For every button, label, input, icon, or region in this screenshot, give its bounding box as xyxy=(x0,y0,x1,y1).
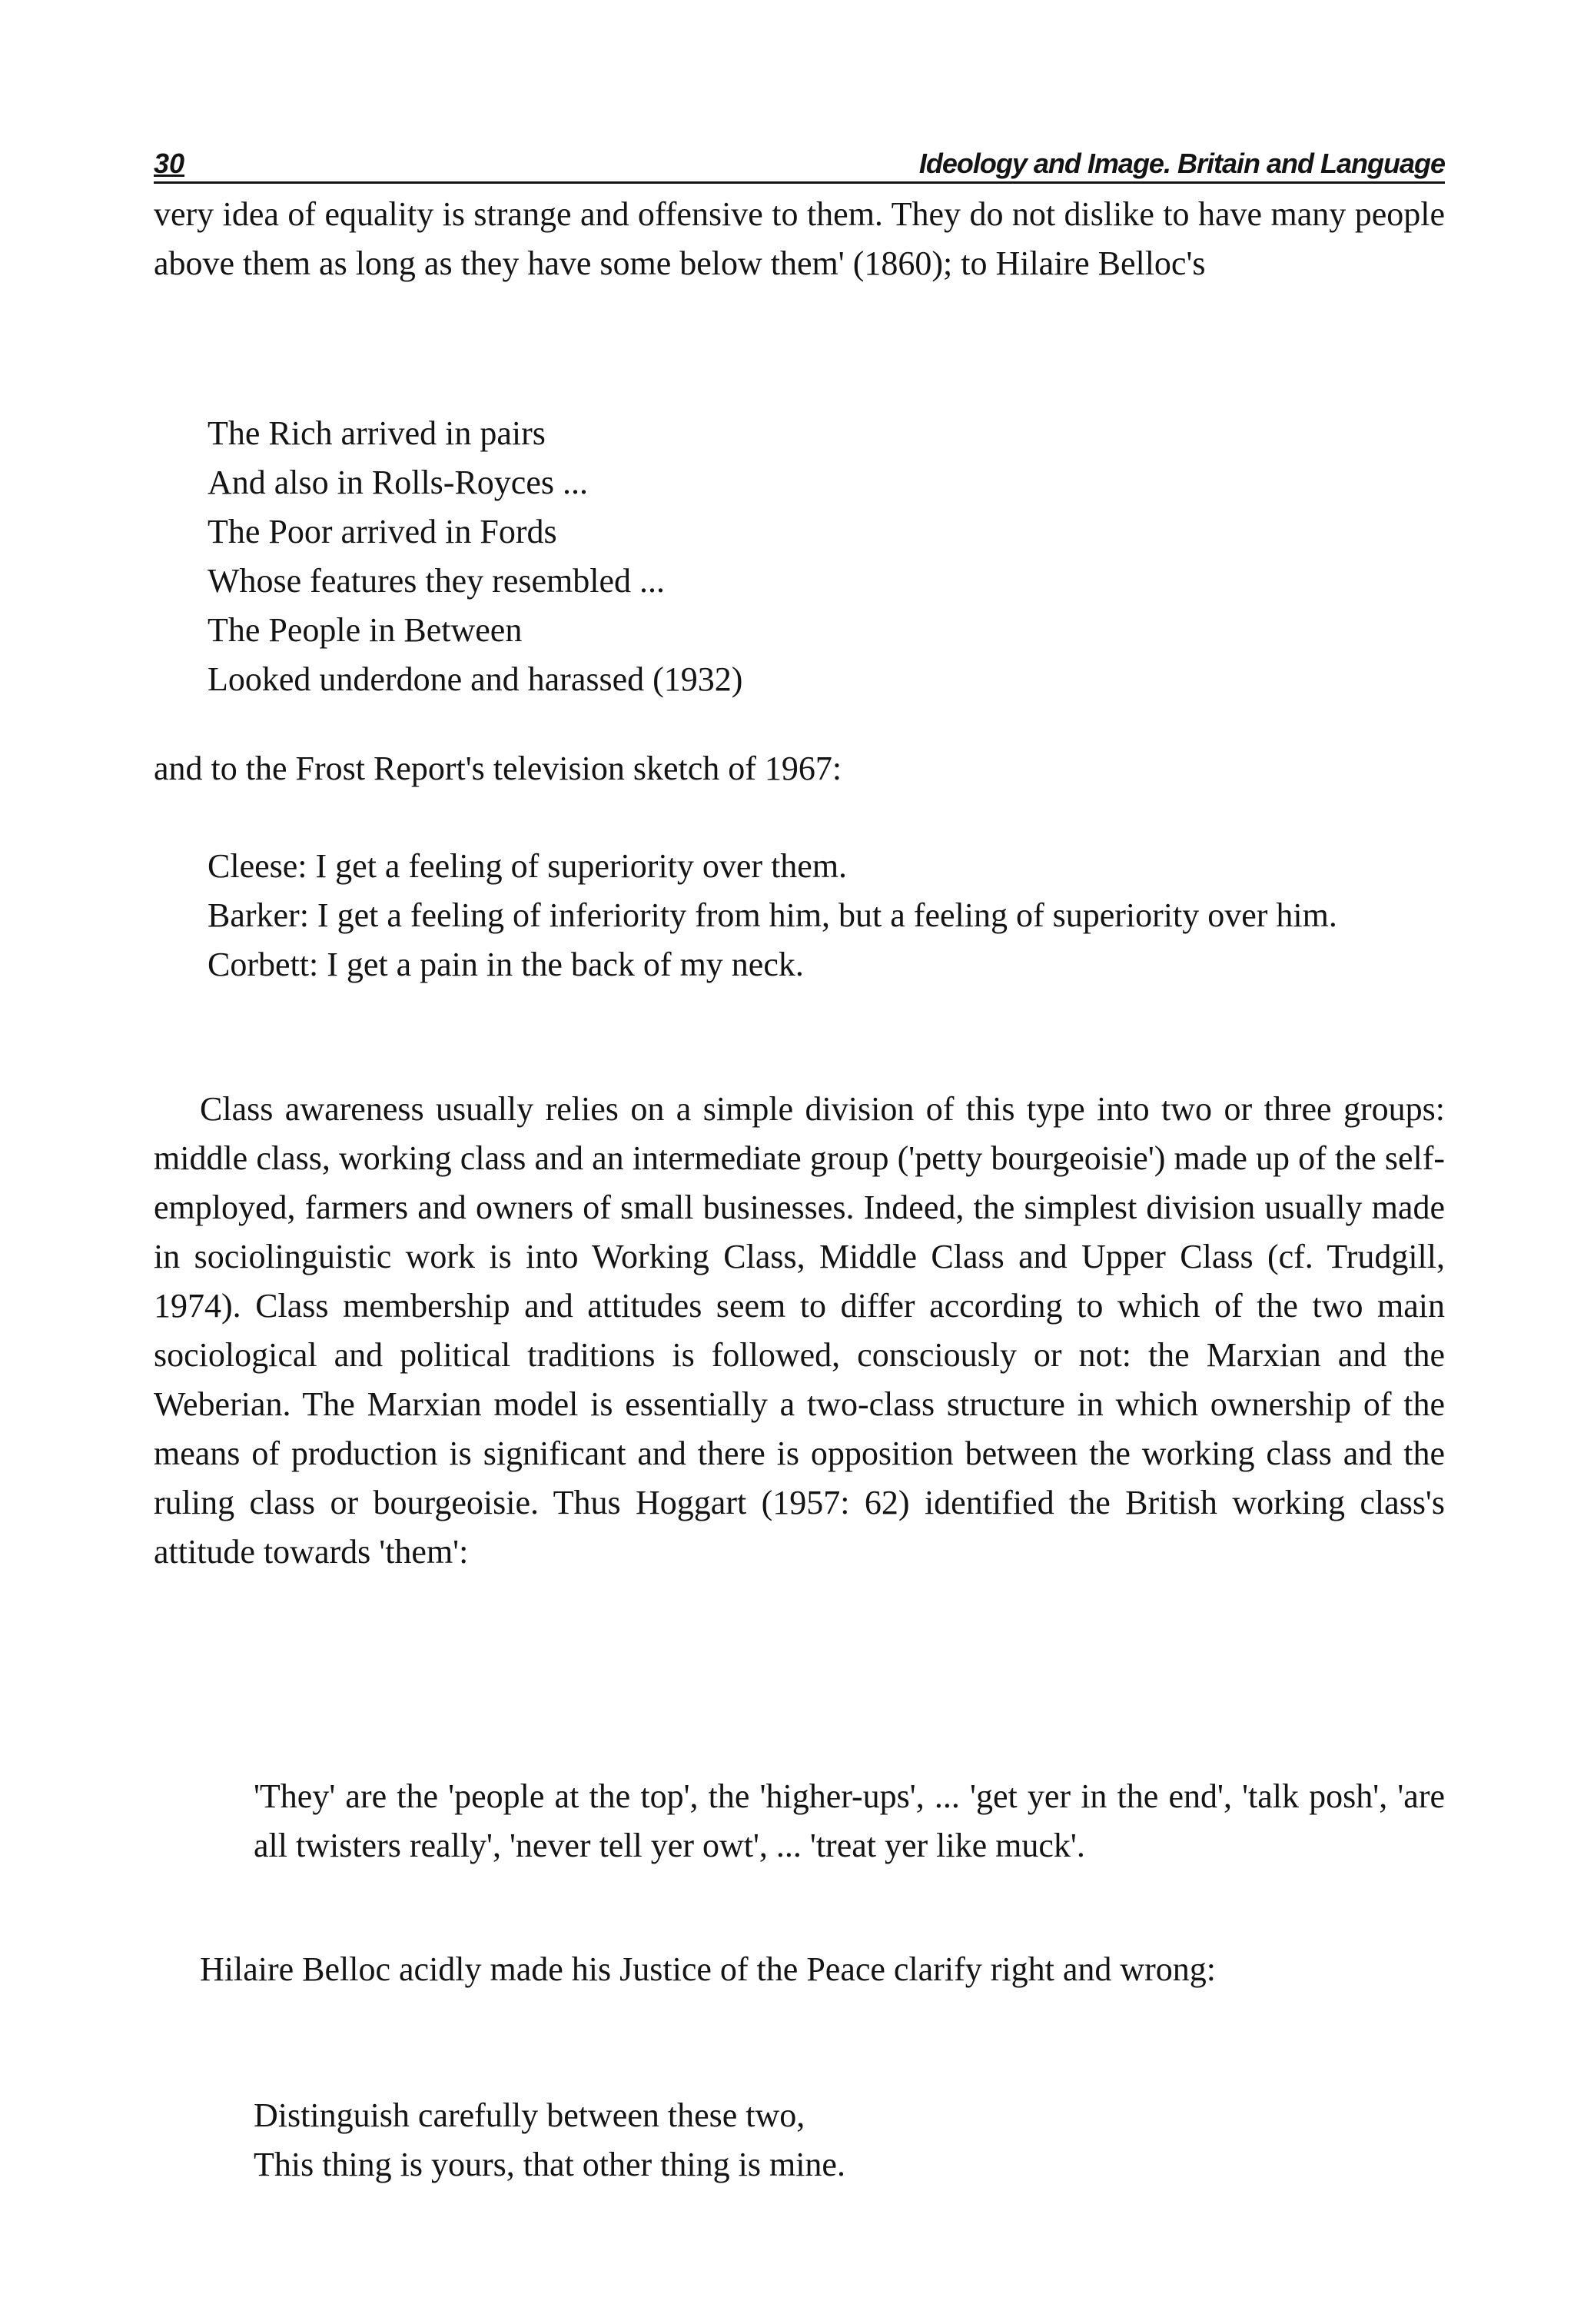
verse-line: The Poor arrived in Fords xyxy=(208,513,557,550)
dialogue-line-barker: Barker: I get a feeling of inferiority from him, but a feeling of superiority over him. xyxy=(208,896,1337,934)
running-title: Ideology and Image. Britain and Language xyxy=(918,148,1445,179)
verse-line: Looked underdone and harassed (1932) xyxy=(208,660,743,698)
verse-line: Whose features they resembled ... xyxy=(208,562,665,600)
belloc-justice-verse xyxy=(254,2091,845,2189)
dialogue-line-cleese: Cleese: I get a feeling of superiority over them. xyxy=(208,847,848,885)
page-number: 30 xyxy=(154,148,185,179)
paragraph-continuation: very idea of equality is strange and offensive to them. They do not dislike to have many people above them as long as they have some below them' (1860); to Hilaire Belloc's xyxy=(154,195,1445,282)
paragraph-belloc-justice: Hilaire Belloc acidly made his Justice of the Peace clarify right and wrong: xyxy=(200,1950,1216,1988)
belloc-verse xyxy=(208,409,742,704)
verse-line: Distinguish carefully between these two, xyxy=(254,2096,805,2134)
verse-line: This thing is yours, that other thing is mine. xyxy=(254,2146,845,2183)
dialogue-line-corbett: Corbett: I get a pain in the back of my neck. xyxy=(208,946,804,983)
paragraph-frost-intro: and to the Frost Report's television sketch of 1967: xyxy=(154,750,842,787)
frost-report-dialogue xyxy=(208,842,1445,989)
running-header xyxy=(154,138,1445,184)
verse-line: The Rich arrived in pairs xyxy=(208,414,546,452)
verse-line: The People in Between xyxy=(208,611,523,649)
paragraph-class-awareness: Class awareness usually relies on a simple division of this type into two or three groups: middle class, working class and an intermediate group ('petty bourgeoisie') made up of the self-employed, farmers and owners of small businesses. Indeed, the simplest division usually made in sociolinguistic work is into Working Class, Middle Class and Upper Class (cf. Trudgill, 1974). Class membership and attitudes seem to differ according to which of the two main sociological and political traditions is followed, consciously or not: the Marxian and the Weberian. The Marxian model is essentially a two-class structure in which ownership of the means of production is significant and there is opposition between the working class and the ruling class or bourgeoisie. Thus Hoggart (1957: 62) identified the British working class's attitude towards 'them': xyxy=(154,1090,1445,1571)
verse-line: And also in Rolls-Royces ... xyxy=(208,464,588,501)
hoggart-quote: 'They' are the 'people at the top', the 'higher-ups', ... 'get yer in the end', 'talk posh', 'are all twisters really', 'never tell yer owt', ... 'treat yer like muck'. xyxy=(254,1777,1445,1864)
